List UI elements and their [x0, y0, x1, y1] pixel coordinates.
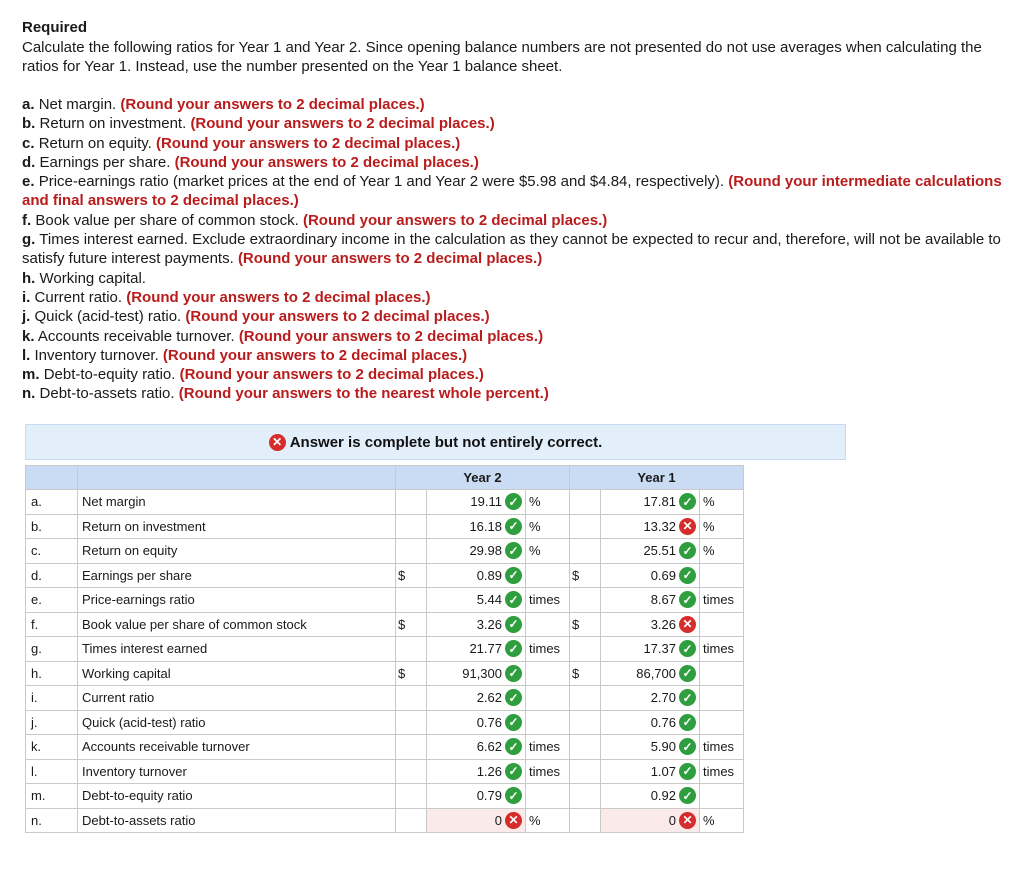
- year1-unit: [700, 661, 744, 686]
- year1-answer-field[interactable]: [601, 539, 700, 564]
- requirement-letter: d.: [22, 153, 36, 171]
- row-letter: j.: [26, 710, 78, 735]
- year1-unit: times: [700, 588, 744, 613]
- year2-answer-field[interactable]: [427, 784, 526, 809]
- requirement-text: Price-earnings ratio (market prices at the end of Year 1 and Year 2 were $5.98 and $4.84, respectively).: [38, 173, 725, 191]
- year2-answer-field[interactable]: [427, 539, 526, 564]
- header-year2: Year 2: [396, 466, 570, 490]
- ratio-name: Debt-to-equity ratio: [78, 784, 396, 809]
- check-circle-icon: ✓: [679, 763, 696, 780]
- row-letter: b.: [26, 514, 78, 539]
- check-circle-icon: ✓: [505, 665, 522, 682]
- year2-unit: [526, 563, 570, 588]
- requirement-letter: a.: [22, 96, 35, 113]
- check-circle-icon: ✓: [679, 689, 696, 706]
- year1-answer-field[interactable]: [601, 490, 700, 515]
- year1-unit: times: [700, 735, 744, 760]
- year2-answer-field[interactable]: [427, 612, 526, 637]
- year2-unit: [526, 612, 570, 637]
- year1-answer-field[interactable]: [601, 784, 700, 809]
- requirement-text: Return on equity.: [38, 134, 152, 152]
- intro-text: Calculate the following ratios for Year 1 and Year 2. Since opening balance numbers are not presented do not use averages when calculating the ratios for Year 1. Instead, use the number presented on the Year 1 balance sheet.: [22, 39, 982, 75]
- year2-unit: %: [526, 514, 570, 539]
- requirement-item: [22, 153, 1017, 172]
- year2-unit: times: [526, 588, 570, 613]
- year1-currency: [570, 637, 601, 662]
- row-letter: c.: [26, 539, 78, 564]
- year2-unit: times: [526, 759, 570, 784]
- ratio-name: Accounts receivable turnover: [78, 735, 396, 760]
- check-circle-icon: ✓: [679, 567, 696, 584]
- check-circle-icon: ✓: [505, 714, 522, 731]
- year1-currency: [570, 514, 601, 539]
- requirement-item: [22, 230, 1017, 269]
- requirement-letter: f.: [22, 211, 32, 229]
- check-circle-icon: ✓: [679, 665, 696, 682]
- answer-value: 2.62: [476, 690, 502, 706]
- check-circle-icon: ✓: [679, 787, 696, 804]
- requirement-item: [22, 346, 1017, 365]
- requirement-text: Current ratio.: [34, 288, 123, 306]
- requirement-item: [22, 307, 1017, 326]
- ratio-name: Earnings per share: [78, 563, 396, 588]
- year2-unit: [526, 661, 570, 686]
- requirement-rounding-note: (Round your answers to 2 decimal places.): [174, 153, 479, 171]
- year2-answer-field[interactable]: [427, 735, 526, 760]
- year1-currency: [570, 808, 601, 833]
- requirement-text: Inventory turnover.: [34, 346, 159, 364]
- answer-value: 17.81: [643, 494, 676, 510]
- answer-value: 21.77: [469, 641, 502, 657]
- year1-answer-field[interactable]: [601, 612, 700, 637]
- table-row: [26, 490, 744, 515]
- requirement-text: Debt-to-equity ratio.: [43, 366, 176, 384]
- answer-value: 3.26: [476, 616, 502, 632]
- header-blank-letter: [26, 466, 78, 490]
- requirement-text: Return on investment.: [39, 115, 187, 133]
- requirement-rounding-note: (Round your intermediate calculations and final answers to 2 decimal places.): [22, 173, 1002, 210]
- header-blank-name: [78, 466, 396, 490]
- row-letter: i.: [26, 686, 78, 711]
- ratio-name: Times interest earned: [78, 637, 396, 662]
- requirement-rounding-note: (Round your answers to 2 decimal places.): [120, 96, 425, 113]
- x-circle-icon: ✕: [269, 434, 286, 451]
- year2-currency: [396, 686, 427, 711]
- year1-answer-field[interactable]: [601, 588, 700, 613]
- year1-currency: [570, 490, 601, 515]
- table-row: [26, 735, 744, 760]
- required-heading: Required: [22, 19, 88, 36]
- requirement-rounding-note: (Round your answers to 2 decimal places.): [155, 134, 461, 152]
- year2-unit: [526, 784, 570, 809]
- year1-unit: [700, 563, 744, 588]
- check-circle-icon: ✓: [679, 714, 696, 731]
- table-row: [26, 759, 744, 784]
- answer-value: 19.11: [470, 494, 502, 510]
- ratio-name: Quick (acid-test) ratio: [78, 710, 396, 735]
- requirement-text: Net margin.: [38, 96, 117, 113]
- requirement-text: Book value per share of common stock.: [35, 211, 299, 229]
- year1-currency: [570, 710, 601, 735]
- answer-value: 29.98: [469, 543, 502, 559]
- year2-unit: [526, 710, 570, 735]
- requirement-item: [22, 95, 1017, 114]
- year1-currency: [570, 588, 601, 613]
- table-row: [26, 539, 744, 564]
- requirement-rounding-note: (Round your answers to 2 decimal places.): [179, 366, 484, 384]
- banner-text: Answer is complete but not entirely correct.: [289, 433, 603, 451]
- requirement-rounding-note: (Round your answers to 2 decimal places.): [238, 327, 544, 345]
- requirement-letter: k.: [22, 327, 35, 345]
- year1-unit: %: [700, 808, 744, 833]
- requirement-letter: n.: [22, 385, 36, 403]
- ratio-name: Working capital: [78, 661, 396, 686]
- check-circle-icon: ✓: [505, 567, 522, 584]
- check-circle-icon: ✓: [679, 542, 696, 559]
- check-circle-icon: ✓: [505, 787, 522, 804]
- ratios-table: [25, 465, 744, 833]
- year1-unit: [700, 710, 744, 735]
- row-letter: a.: [26, 490, 78, 515]
- year2-currency: [396, 784, 427, 809]
- requirement-rounding-note: (Round your answers to 2 decimal places.): [302, 211, 608, 229]
- answer-value: 25.51: [643, 543, 676, 559]
- table-row: [26, 710, 744, 735]
- check-circle-icon: ✓: [505, 542, 522, 559]
- answer-value: 86,700: [636, 665, 676, 681]
- requirement-rounding-note: (Round your answers to 2 decimal places.): [162, 346, 468, 364]
- answer-value: 5.44: [476, 592, 502, 608]
- year1-currency: [570, 686, 601, 711]
- requirement-letter: h.: [22, 269, 36, 287]
- year2-currency: $: [396, 612, 427, 637]
- answer-value: 2.70: [650, 690, 676, 706]
- year2-currency: $: [396, 563, 427, 588]
- year2-answer-field[interactable]: [427, 563, 526, 588]
- table-row: [26, 588, 744, 613]
- answer-status-banner: [25, 424, 846, 460]
- row-letter: f.: [26, 612, 78, 637]
- check-circle-icon: ✓: [679, 738, 696, 755]
- requirement-letter: c.: [22, 134, 35, 152]
- check-circle-icon: ✓: [505, 640, 522, 657]
- year1-answer-field[interactable]: [601, 710, 700, 735]
- x-circle-icon: ✕: [505, 812, 522, 829]
- year1-unit: %: [700, 514, 744, 539]
- answer-value: 0.89: [476, 567, 502, 583]
- answer-value: 3.26: [650, 616, 676, 632]
- requirement-letter: b.: [22, 115, 36, 133]
- row-letter: k.: [26, 735, 78, 760]
- requirement-letter: g.: [22, 231, 36, 249]
- requirement-text: Quick (acid-test) ratio.: [34, 308, 182, 326]
- year2-unit: %: [526, 490, 570, 515]
- year2-currency: [396, 710, 427, 735]
- year1-currency: $: [570, 612, 601, 637]
- answer-value: 17.37: [643, 641, 676, 657]
- requirement-text: Earnings per share.: [39, 153, 171, 171]
- requirement-text: Working capital.: [39, 269, 146, 287]
- answer-value: 0.92: [650, 788, 676, 804]
- check-circle-icon: ✓: [679, 591, 696, 608]
- check-circle-icon: ✓: [505, 493, 522, 510]
- table-row: [26, 808, 744, 833]
- requirement-item: [22, 134, 1017, 153]
- year2-currency: [396, 539, 427, 564]
- year1-unit: [700, 784, 744, 809]
- year2-answer-field[interactable]: [427, 759, 526, 784]
- ratio-name: Price-earnings ratio: [78, 588, 396, 613]
- requirement-rounding-note: (Round your answers to 2 decimal places.): [126, 288, 431, 306]
- requirement-rounding-note: (Round your answers to the nearest whole percent.): [178, 385, 549, 403]
- x-circle-icon: ✕: [679, 518, 696, 535]
- year2-currency: [396, 588, 427, 613]
- year2-currency: [396, 808, 427, 833]
- year2-answer-field[interactable]: [427, 808, 526, 833]
- year1-answer-field[interactable]: [601, 759, 700, 784]
- answer-value: 1.26: [476, 763, 502, 779]
- answer-value: 8.67: [650, 592, 676, 608]
- answer-value: 0.69: [650, 567, 676, 583]
- year1-currency: $: [570, 661, 601, 686]
- answer-value: 13.32: [643, 518, 676, 534]
- x-circle-icon: ✕: [679, 812, 696, 829]
- requirement-rounding-note: (Round your answers to 2 decimal places.): [190, 115, 495, 133]
- row-letter: m.: [26, 784, 78, 809]
- year2-answer-field[interactable]: [427, 490, 526, 515]
- year2-answer-field[interactable]: [427, 686, 526, 711]
- year1-unit: times: [700, 759, 744, 784]
- answer-value: 0: [668, 812, 676, 828]
- year1-currency: $: [570, 563, 601, 588]
- requirement-text: Times interest earned. Exclude extraordinary income in the calculation as they cannot be expected to recur and, therefore, will not be available to satisfy future interest payments.: [22, 231, 1001, 268]
- row-letter: d.: [26, 563, 78, 588]
- check-circle-icon: ✓: [505, 616, 522, 633]
- answer-value: 1.07: [650, 763, 676, 779]
- requirement-item: [22, 288, 1017, 307]
- table-row: [26, 686, 744, 711]
- year2-answer-field[interactable]: [427, 661, 526, 686]
- x-circle-icon: ✕: [679, 616, 696, 633]
- table-header-row: [26, 466, 744, 490]
- ratio-name: Debt-to-assets ratio: [78, 808, 396, 833]
- year1-unit: times: [700, 637, 744, 662]
- ratio-name: Return on equity: [78, 539, 396, 564]
- requirement-letter: m.: [22, 366, 40, 384]
- requirement-item: [22, 269, 1017, 288]
- row-letter: l.: [26, 759, 78, 784]
- requirement-letter: e.: [22, 173, 35, 191]
- table-row: [26, 563, 744, 588]
- table-row: [26, 784, 744, 809]
- year2-currency: $: [396, 661, 427, 686]
- answer-value: 6.62: [476, 739, 502, 755]
- year2-currency: [396, 490, 427, 515]
- requirement-item: [22, 365, 1017, 384]
- requirement-item: [22, 384, 1017, 403]
- requirement-text: Debt-to-assets ratio.: [39, 385, 175, 403]
- requirement-rounding-note: (Round your answers to 2 decimal places.): [237, 250, 543, 268]
- answer-value: 16.18: [469, 518, 502, 534]
- year2-currency: [396, 735, 427, 760]
- year1-currency: [570, 539, 601, 564]
- year2-currency: [396, 514, 427, 539]
- ratio-name: Return on investment: [78, 514, 396, 539]
- requirement-item: [22, 114, 1017, 133]
- requirement-text: Accounts receivable turnover.: [37, 327, 235, 345]
- year2-answer-field[interactable]: [427, 588, 526, 613]
- requirement-item: [22, 172, 1017, 211]
- header-year1: Year 1: [570, 466, 744, 490]
- requirement-item: [22, 327, 1017, 346]
- check-circle-icon: ✓: [505, 763, 522, 780]
- table-row: [26, 514, 744, 539]
- row-letter: e.: [26, 588, 78, 613]
- row-letter: g.: [26, 637, 78, 662]
- answer-value: 0.76: [650, 714, 676, 730]
- requirement-letter: i.: [22, 288, 31, 306]
- year2-answer-field[interactable]: [427, 710, 526, 735]
- year1-answer-field[interactable]: [601, 808, 700, 833]
- answer-value: 0.79: [476, 788, 502, 804]
- year1-currency: [570, 735, 601, 760]
- row-letter: h.: [26, 661, 78, 686]
- year1-answer-field[interactable]: [601, 637, 700, 662]
- year1-unit: [700, 612, 744, 637]
- year2-unit: [526, 686, 570, 711]
- year1-unit: [700, 686, 744, 711]
- year2-currency: [396, 637, 427, 662]
- year2-unit: times: [526, 637, 570, 662]
- answer-value: 5.90: [650, 739, 676, 755]
- requirement-letter: j.: [22, 308, 31, 326]
- table-row: [26, 637, 744, 662]
- year2-currency: [396, 759, 427, 784]
- year1-currency: [570, 784, 601, 809]
- check-circle-icon: ✓: [679, 640, 696, 657]
- ratio-name: Net margin: [78, 490, 396, 515]
- year2-unit: %: [526, 808, 570, 833]
- year1-answer-field[interactable]: [601, 514, 700, 539]
- ratio-name: Current ratio: [78, 686, 396, 711]
- table-row: [26, 661, 744, 686]
- check-circle-icon: ✓: [505, 591, 522, 608]
- check-circle-icon: ✓: [505, 738, 522, 755]
- year1-answer-field[interactable]: [601, 735, 700, 760]
- year1-currency: [570, 759, 601, 784]
- year2-answer-field[interactable]: [427, 637, 526, 662]
- year2-unit: times: [526, 735, 570, 760]
- requirement-rounding-note: (Round your answers to 2 decimal places.): [185, 308, 490, 326]
- requirements-list: [22, 95, 1017, 404]
- year1-answer-field[interactable]: [601, 661, 700, 686]
- year2-answer-field[interactable]: [427, 514, 526, 539]
- check-circle-icon: ✓: [505, 689, 522, 706]
- year1-unit: %: [700, 490, 744, 515]
- ratio-name: Book value per share of common stock: [78, 612, 396, 637]
- year1-unit: %: [700, 539, 744, 564]
- year1-answer-field[interactable]: [601, 563, 700, 588]
- year2-unit: %: [526, 539, 570, 564]
- check-circle-icon: ✓: [505, 518, 522, 535]
- answer-value: 0: [494, 812, 502, 828]
- check-circle-icon: ✓: [679, 493, 696, 510]
- ratio-name: Inventory turnover: [78, 759, 396, 784]
- table-row: [26, 612, 744, 637]
- answer-value: 91,300: [462, 665, 502, 681]
- row-letter: n.: [26, 808, 78, 833]
- requirement-item: [22, 211, 1017, 230]
- requirement-letter: l.: [22, 346, 31, 364]
- answer-value: 0.76: [476, 714, 502, 730]
- year1-answer-field[interactable]: [601, 686, 700, 711]
